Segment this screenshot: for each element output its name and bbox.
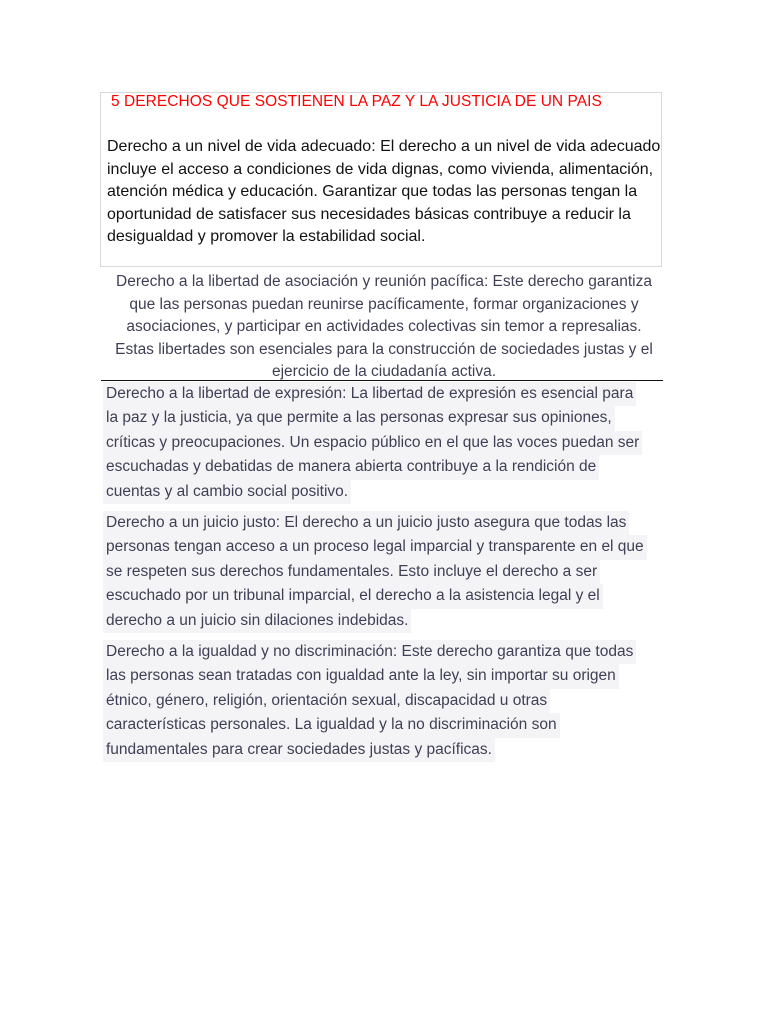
paragraph-line: Derecho a un juicio justo: El derecho a un juicio justo asegura que todas las <box>103 511 629 535</box>
paragraph-line: las personas sean tratadas con igualdad ante la ley, sin importar su origen <box>103 664 619 688</box>
paragraph-expresion <box>103 382 663 504</box>
paragraph-line: Derecho a un nivel de vida adecuado: El derecho a un nivel de vida adecuado <box>107 138 661 155</box>
paragraph-line: personas tengan acceso a un proceso legal imparcial y transparente en el que <box>103 535 647 559</box>
paragraph-igualdad <box>103 640 663 762</box>
paragraph-line: escuchado por un tribunal imparcial, el derecho a la asistencia legal y el <box>103 584 603 608</box>
paragraph-line: incluye el acceso a condiciones de vida dignas, como vivienda, alimentación, <box>107 160 654 178</box>
paragraph-line: fundamentales para crear sociedades justas y pacíficas. <box>103 738 495 762</box>
horizontal-divider <box>101 380 663 381</box>
paragraph-line: desigualdad y promover la estabilidad social. <box>107 228 426 246</box>
paragraph-line: ejercicio de la ciudadanía activa. <box>271 363 497 381</box>
paragraph-asociacion <box>103 271 665 384</box>
paragraph-line: cuentas y al cambio social positivo. <box>103 480 351 504</box>
paragraph-line: atención médica y educación. Garantizar que todas las personas tengan la <box>107 183 638 201</box>
paragraph-line: escuchadas y debatidas de manera abierta contribuye a la rendición de <box>103 455 599 479</box>
paragraph-line: que las personas puedan reunirse pacíficamente, formar organizaciones y <box>129 295 639 313</box>
paragraph-line: derecho a un juicio sin dilaciones indebidas. <box>103 609 411 633</box>
paragraph-vida-adecuada <box>107 136 663 249</box>
document-title: 5 DERECHOS QUE SOSTIENEN LA PAZ Y LA JUSTICIA DE UN PAIS <box>111 93 602 110</box>
paragraph-line: Estas libertades son esenciales para la construcción de sociedades justas y el <box>115 340 653 358</box>
paragraph-line: se respeten sus derechos fundamentales. Esto incluye el derecho a ser <box>103 560 600 584</box>
paragraph-line: étnico, género, religión, orientación sexual, discapacidad u otras <box>103 689 550 713</box>
paragraph-line: críticas y preocupaciones. Un espacio público en el que las voces puedan ser <box>103 431 642 455</box>
paragraph-juicio-justo <box>103 511 663 633</box>
paragraph-line: oportunidad de satisfacer sus necesidades básicas contribuye a reducir la <box>107 205 631 223</box>
paragraph-line: Derecho a la libertad de asociación y reunión pacífica: Este derecho garantiza <box>116 273 652 290</box>
paragraph-line: la paz y la justicia, ya que permite a las personas expresar sus opiniones, <box>103 406 615 430</box>
paragraph-line: asociaciones, y participar en actividades colectivas sin temor a represalias. <box>126 318 642 336</box>
paragraph-line: Derecho a la libertad de expresión: La libertad de expresión es esencial para <box>103 382 636 406</box>
paragraph-line: Derecho a la igualdad y no discriminación: Este derecho garantiza que todas <box>103 640 636 664</box>
paragraph-line: características personales. La igualdad y la no discriminación son <box>103 713 560 737</box>
